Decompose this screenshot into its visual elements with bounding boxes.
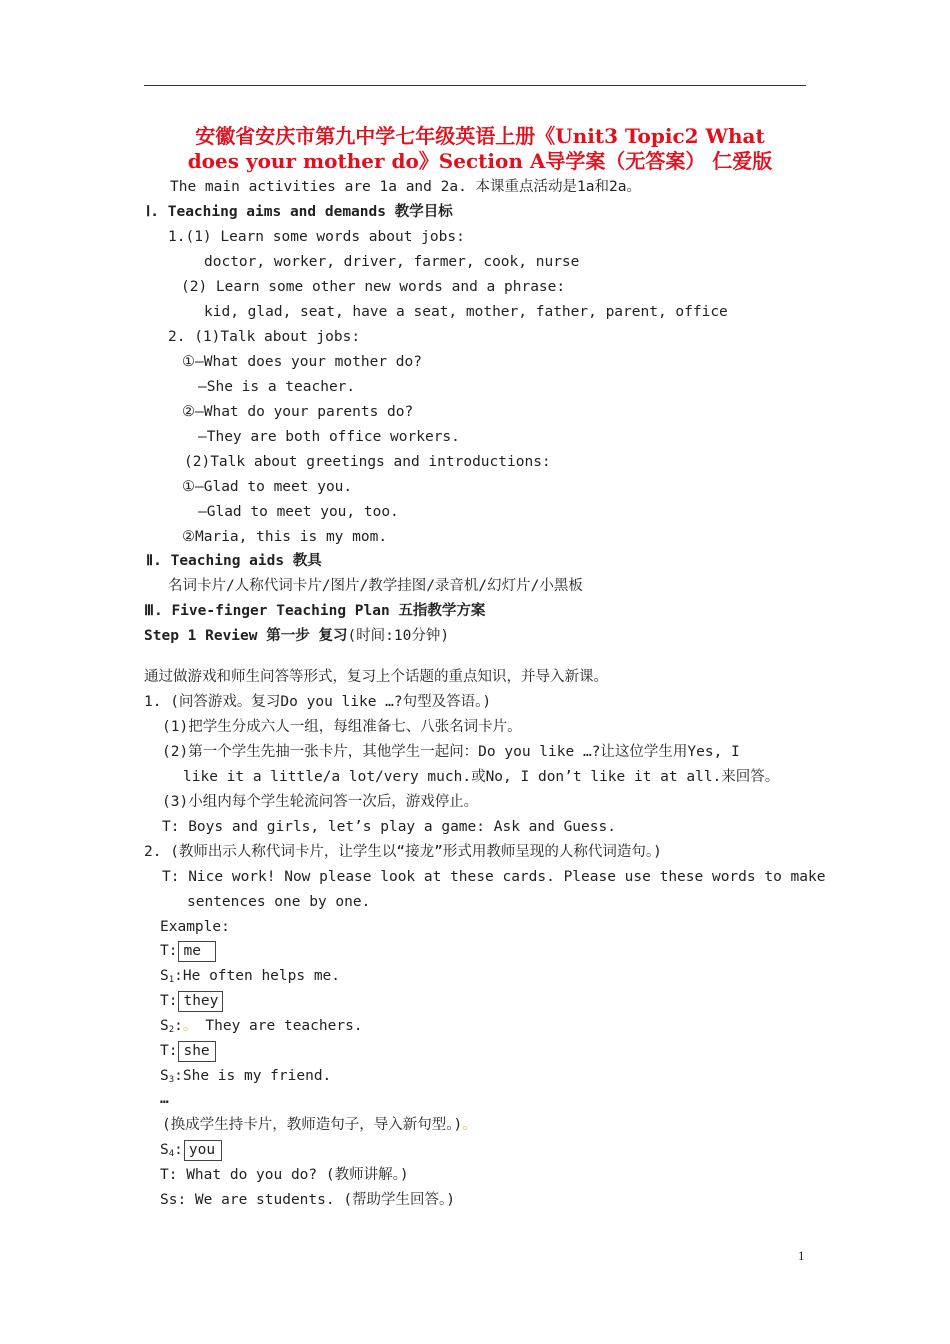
aim-2-1-d: —They are both office workers. xyxy=(198,429,460,445)
aim-2-2-b: —Glad to meet you, too. xyxy=(198,504,399,520)
section-2-heading: Ⅱ. Teaching aids 教具 xyxy=(146,553,322,569)
aim-2-2: (2)Talk about greetings and introductions: xyxy=(184,454,551,470)
step-1-time: (时间:10分钟) xyxy=(347,628,450,644)
item-1: 1. (问答游戏。复习Do you like …?句型及答语。) xyxy=(144,694,492,710)
teacher-label: T: xyxy=(160,993,178,1009)
section-3-heading: Ⅲ. Five-finger Teaching Plan 五指教学方案 xyxy=(144,603,486,619)
intro-text: The main activities are 1a and 2a. 本课重点活动是1a和2a。 xyxy=(170,179,641,195)
aim-1-2: (2) Learn some other new words and a phrase: xyxy=(181,279,566,295)
aim-2-2-c: ②Maria, this is my mom. xyxy=(182,529,388,545)
item-1-3: (3)小组内每个学生轮流问答一次后，游戏停止。 xyxy=(162,794,479,810)
step-1-description: 通过做游戏和师生问答等形式，复习上个话题的重点知识，并导入新课。 xyxy=(144,669,608,685)
aim-2-1-b: —She is a teacher. xyxy=(198,379,356,395)
teacher-label: T: xyxy=(160,943,178,959)
page-number: 1 xyxy=(798,1248,805,1263)
aim-2-1: 2. (1)Talk about jobs: xyxy=(168,329,361,345)
student-label: S xyxy=(160,1018,169,1034)
item-2-teacher-line-2: sentences one by one. xyxy=(187,894,371,910)
example-label: Example: xyxy=(160,919,230,935)
header-rule xyxy=(144,85,806,86)
student-number: 1 xyxy=(168,975,175,985)
student-label: S xyxy=(160,968,169,984)
aim-2-1-a: ①—What does your mother do? xyxy=(182,354,422,370)
ellipsis: … xyxy=(160,1091,169,1107)
step-1-heading xyxy=(144,626,449,646)
switch-note-text: (换成学生持卡片，教师造句子，导入新句型。) xyxy=(162,1117,463,1133)
teacher-question: T: What do you do? (教师讲解。) xyxy=(160,1167,409,1183)
student-number: 2 xyxy=(168,1025,175,1035)
example-s3 xyxy=(160,1066,331,1090)
student-number: 3 xyxy=(168,1075,175,1085)
item-1-2-line-1: (2)第一个学生先抽一张卡片，其他学生一起问：Do you like …?让这位学生用Yes, I xyxy=(162,744,740,760)
example-t-me xyxy=(160,941,216,962)
aim-1-1-words: doctor, worker, driver, farmer, cook, nurse xyxy=(204,254,580,270)
student-label: S xyxy=(160,1068,169,1084)
card-me: me xyxy=(178,941,216,962)
item-1-1: (1)把学生分成六人一组，每组准备七、八张名词卡片。 xyxy=(162,719,522,735)
stray-mark: 。 xyxy=(182,1018,198,1034)
student-sentence: :He often helps me. xyxy=(174,968,341,984)
aim-2-1-c: ②—What do your parents do? xyxy=(182,404,414,420)
document-title-line-2: does your mother do》Section A导学案（无答案） 仁爱版 xyxy=(187,149,773,173)
teacher-label: T: xyxy=(160,1043,178,1059)
card-she: she xyxy=(178,1041,216,1062)
aim-2-2-a: ①—Glad to meet you. xyxy=(182,479,353,495)
aim-1-2-words: kid, glad, seat, have a seat, mother, father, parent, office xyxy=(204,304,728,320)
item-1-teacher-line: T: Boys and girls, let’s play a game: Ask and Guess. xyxy=(162,819,616,835)
card-they: they xyxy=(178,991,223,1012)
example-s2: $S_2$:。 They are teachers. xyxy=(160,1018,363,1035)
example-s1 xyxy=(160,966,340,990)
student-sentence: They are teachers. xyxy=(205,1018,363,1034)
item-2-teacher-line-1: T: Nice work! Now please look at these cards. Please use these words to make xyxy=(162,869,826,885)
example-t-she xyxy=(160,1041,216,1062)
step-1-title: Step 1 Review 第一步 复习 xyxy=(144,628,348,644)
item-1-2-line-2: like it a little/a lot/very much.或No, I don’t like it at all.来回答。 xyxy=(183,769,780,785)
students-answer: Ss: We are students. (帮助学生回答。) xyxy=(160,1192,456,1208)
teaching-aids-list: 名词卡片/人称代词卡片/图片/教学挂图/录音机/幻灯片/小黑板 xyxy=(168,578,583,594)
student-sentence: :She is my friend. xyxy=(174,1068,332,1084)
student-label: S xyxy=(160,1142,169,1158)
example-t-they xyxy=(160,991,223,1012)
card-you: you xyxy=(184,1140,222,1161)
document-title-line-1: 安徽省安庆市第九中学七年级英语上册《Unit3 Topic2 What xyxy=(195,124,765,148)
example-s4: $S_4$: you xyxy=(160,1140,222,1164)
switch-note xyxy=(162,1115,477,1135)
student-number: 4 xyxy=(168,1149,175,1159)
aim-1-1: 1.(1) Learn some words about jobs: xyxy=(168,229,465,245)
section-1-heading: Ⅰ. Teaching aims and demands 教学目标 xyxy=(146,204,453,220)
item-2: 2. (教师出示人称代词卡片，让学生以“接龙”形式用教师呈现的人称代词造句。) xyxy=(144,844,662,860)
stray-mark: 。 xyxy=(462,1117,477,1133)
